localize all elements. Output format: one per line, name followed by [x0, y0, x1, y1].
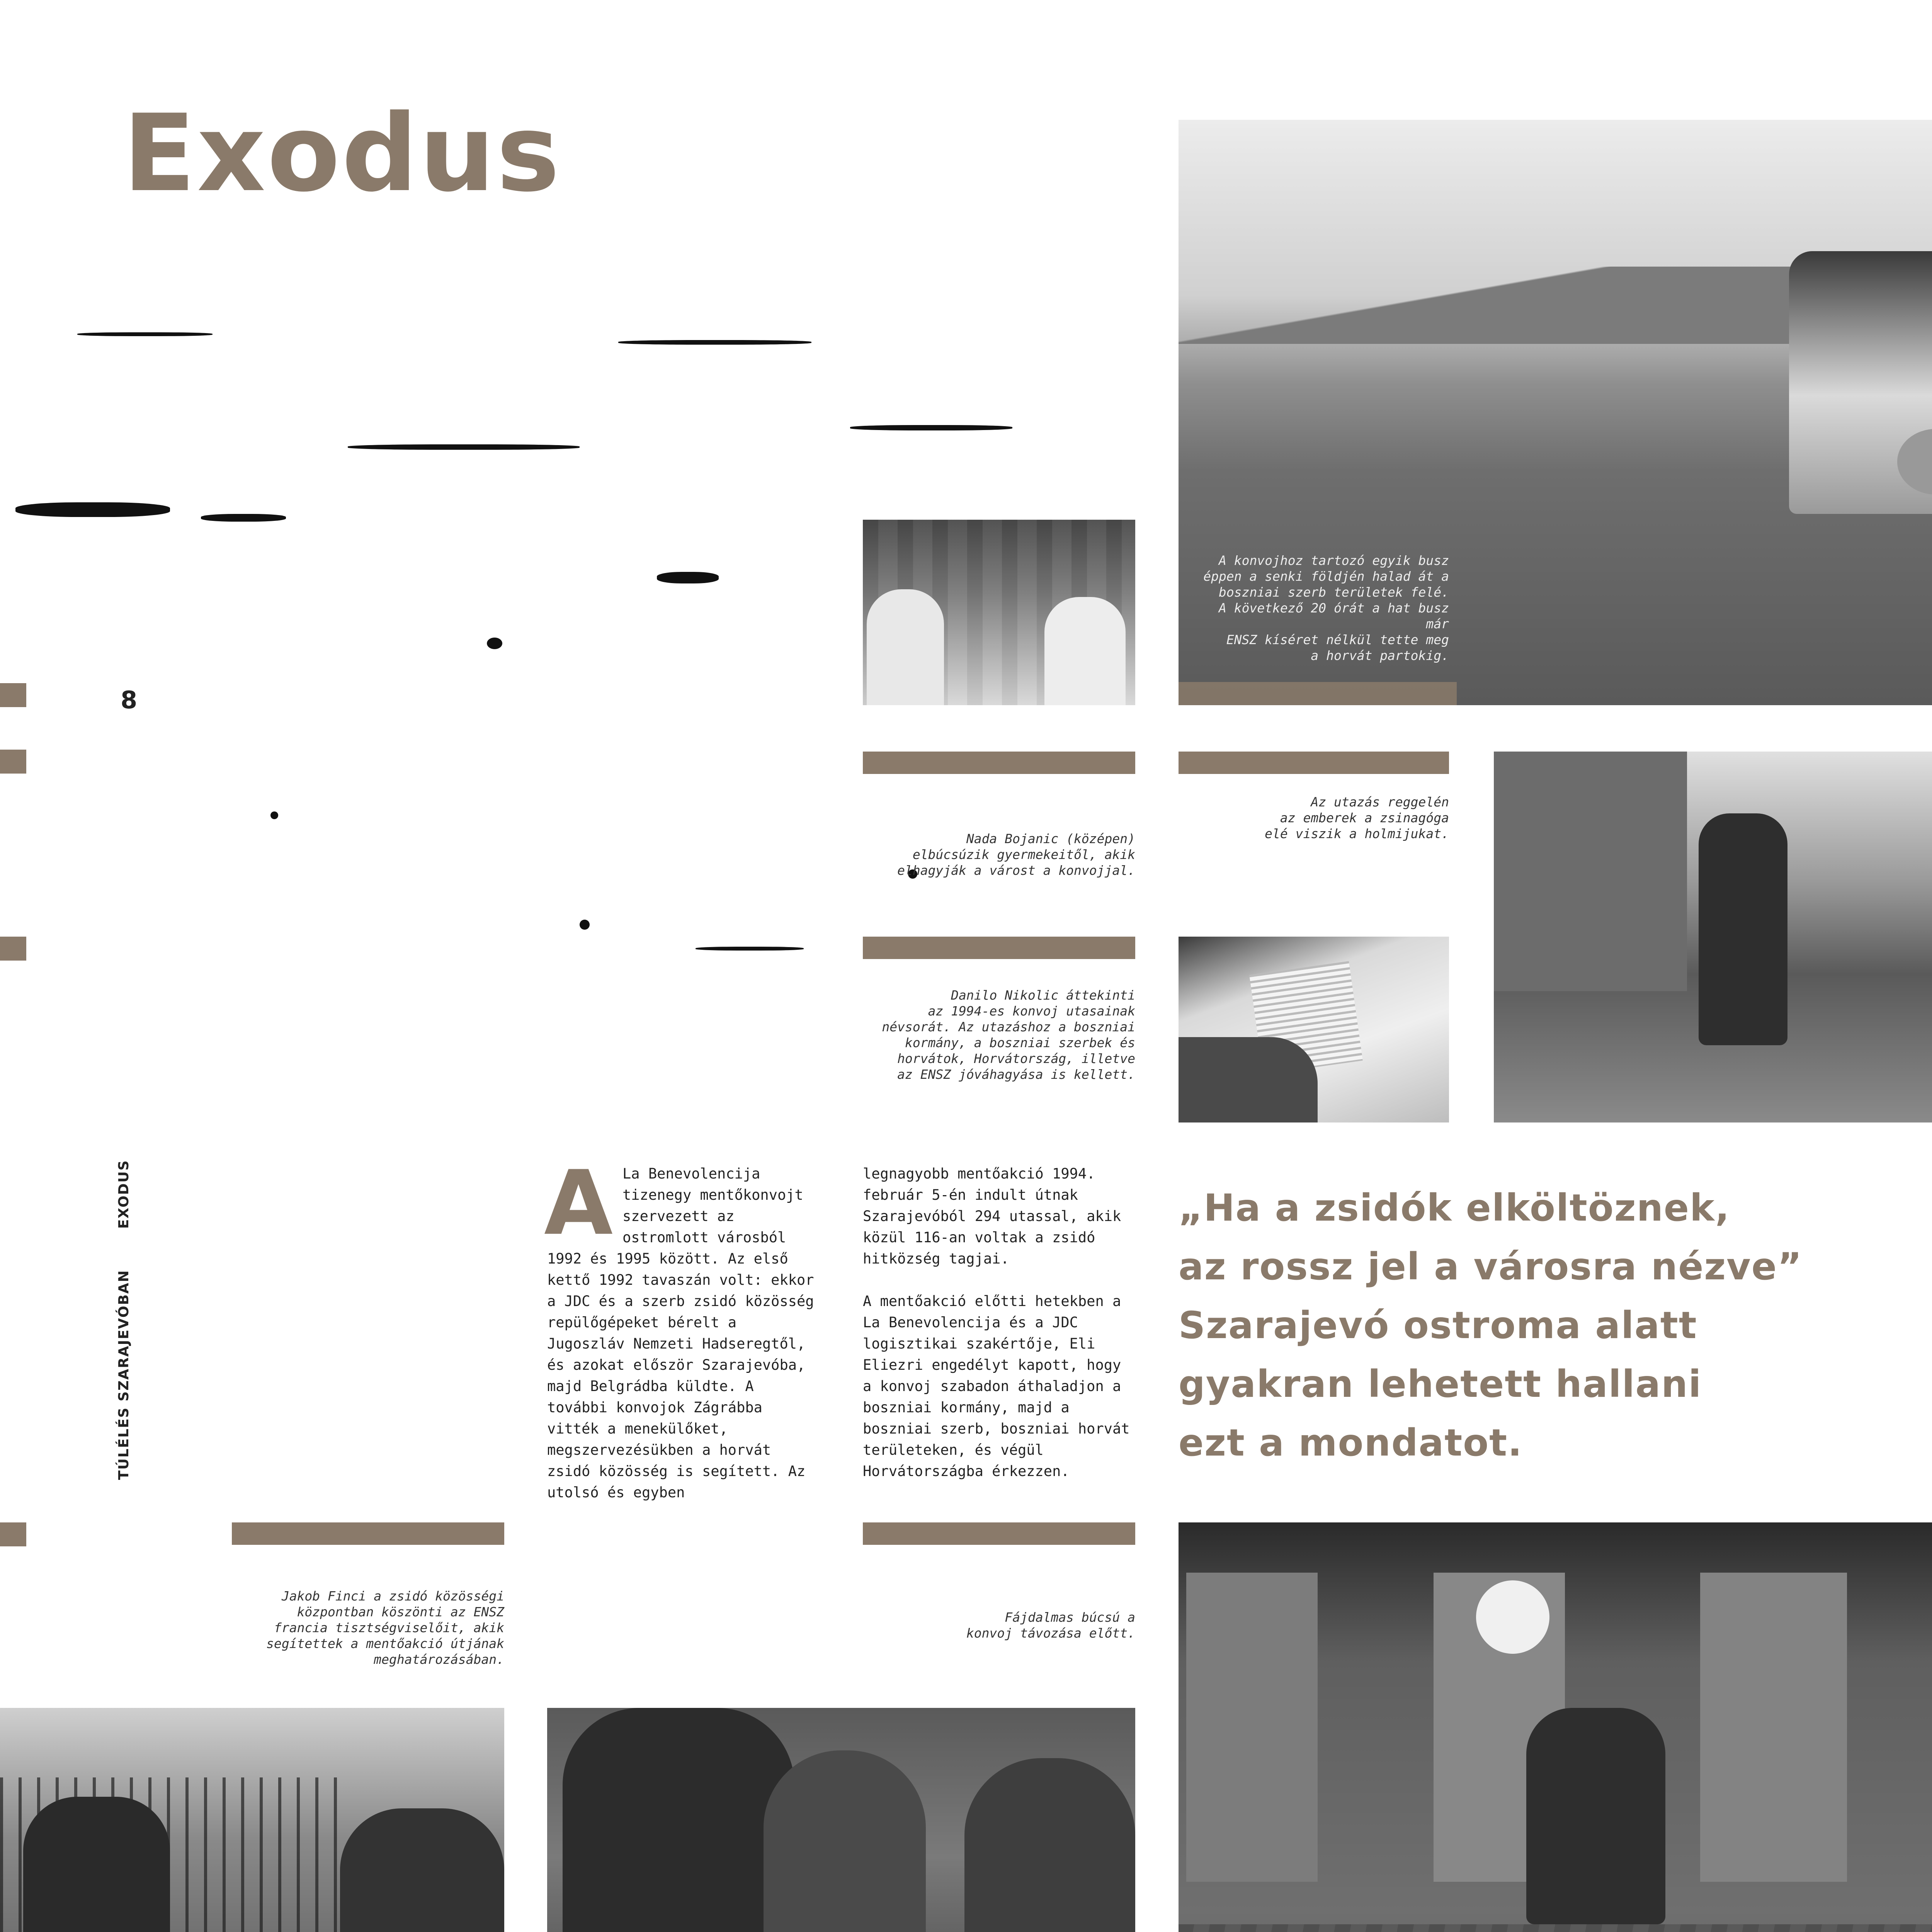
edge-marker	[0, 750, 26, 774]
woman-right-figure	[964, 1758, 1135, 1932]
soldier-figure	[23, 1797, 170, 1932]
caption-street: Az utazás reggelén az emberek a zsinagóga elé viszik a holmijukat.	[1265, 794, 1449, 841]
pull-quote: „Ha a zsidók elköltöznek, az rossz jel a városra nézve” Szarajevó ostroma alatt gyakran lehetett hallani ezt a mondatot.	[1179, 1186, 1803, 1464]
article-column-2: legnagyobb mentőakció 1994. február 5-én indult útnak Szarajevóból 294 utassal, akik közül 116-an voltak a zsidó hitközség tagjai. A mentőakció előtti hetekben a La Benevolencija és a JDC logisztikai szakértője, Eli Eliezri engedélyt kapott, hogy a konvoj szabadon áthaladjon a boszniai kormány, majd a boszniai szerb, boszniai horvát területeken, és végül Horvátországba érkezzen.	[863, 1165, 1130, 1480]
old-man-figure	[563, 1708, 794, 1932]
photo-street	[1494, 752, 1932, 1122]
divider-bar	[232, 1522, 504, 1545]
floor	[1179, 1924, 1932, 1932]
article-column-1: A La Benevolencija tizenegy mentőkonvojt szervezett az ostromlott városból 1992 és 1995 között. Az első kettő 1992 tavaszán volt: ekkor a JDC és a szerb zsidó közösség repülőgépeket bérelt a Jugoszláv Nemzeti Hadseregtől, és azokat először Szarajevóba, majd Belgrádba küldte. A további konvojok Zágrábba vitték a menekülőket, megszervezésükben a horvát zsidó közösség is segített. Az utolsó és egyben	[544, 1152, 814, 1501]
door-left	[1186, 1573, 1318, 1882]
caption-crowd: Nada Bojanic (középen) elbúcsúzik gyermekeitől, akik elhagyják a várost a konvojjal.	[897, 831, 1135, 878]
man-figure	[340, 1808, 504, 1932]
divider-bar	[863, 1522, 1135, 1545]
book-label: TÚLÉLÉS SZARAJEVÓBAN	[116, 1269, 132, 1480]
chapter-label: EXODUS	[116, 1160, 132, 1229]
walking-figures	[1699, 813, 1787, 1045]
divider-bar	[1179, 752, 1449, 774]
figure-left	[867, 589, 944, 705]
building-left	[1494, 752, 1687, 991]
divider-bar	[863, 752, 1135, 774]
page-title: Exodus	[123, 92, 561, 215]
photo-synagogue	[1179, 1522, 1932, 1932]
edge-marker	[0, 683, 26, 707]
edge-marker	[0, 1522, 26, 1546]
photo-crowd	[863, 520, 1135, 705]
drop-cap: A	[544, 1152, 613, 1255]
man-with-luggage	[1526, 1708, 1665, 1924]
photo-farewell	[547, 1708, 1135, 1932]
door-right	[1700, 1573, 1847, 1882]
caption-farewell: Fájdalmas búcsú a konvoj távozása előtt.	[966, 1610, 1135, 1641]
divider-bar	[863, 937, 1135, 959]
hand	[1179, 1037, 1318, 1122]
crying-woman-figure	[764, 1750, 926, 1932]
window-rosette	[1476, 1580, 1549, 1654]
edge-marker	[0, 937, 26, 961]
caption-bus-text: A konvojhoz tartozó egyik busz éppen a senki földjén halad át a boszniai szerb területek felé. A következő 20 órát a hat busz már ENSZ kíséret nélkül tette meg a horvát partokig.	[1203, 553, 1449, 663]
page-number: 8	[121, 686, 138, 714]
figure-right	[1044, 597, 1126, 705]
photo-finci	[0, 1708, 504, 1932]
caption-finci: Jakob Finci a zsidó közösségi központban köszönti az ENSZ francia tisztségviselőit, akik segítettek a mentőakció útjának meghatározásában.	[266, 1588, 504, 1667]
caption-papers: Danilo Nikolic áttekinti az 1994-es konvoj utasainak névsorát. Az utazáshoz a boszniai kormány, a boszniai szerbek és horvátok, Horvátország, illetve az ENSZ jóváhagyása is kellett.	[882, 988, 1135, 1082]
mountains	[1179, 267, 1797, 344]
photo-papers	[1179, 937, 1449, 1122]
photo-accent-bar	[1179, 682, 1457, 705]
